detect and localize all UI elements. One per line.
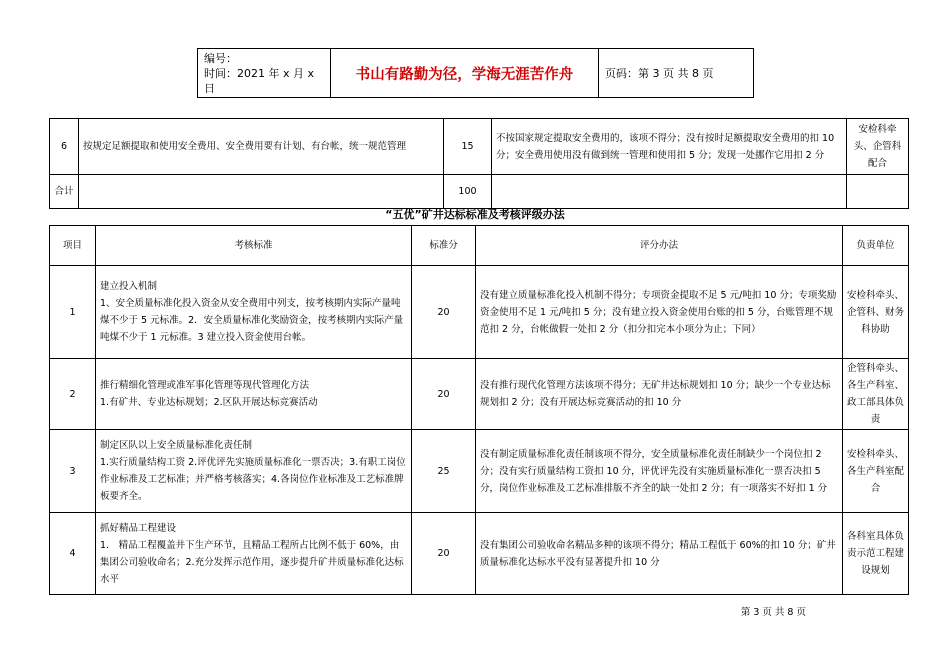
row-score: 20: [412, 359, 476, 430]
standard-detail: 1、安全质量标准化投入资金从安全费用中列支，按考核期内实际产量吨煤不少于 5 元标准。2．安全质量标准化奖励资金，按考核期内实际产量吨煤不少于 1 元标准。3 建立投入资金使用台帐。: [100, 298, 404, 343]
row-unit: 安检科牵头、企管科、财务科协助: [843, 266, 909, 359]
table-row: [50, 119, 909, 175]
total-row: [50, 175, 909, 209]
row-standard: [96, 430, 412, 513]
row-method: 没有制定质量标准化责任制该项不得分，安全质量标准化责任制缺少一个岗位扣 2 分；没有实行质量结构工资扣 10 分，评优评先没有实施质量标准化一票否决扣 5 分，岗位作业标准及工艺标准排版不齐全的缺一处扣 2 分；有一项落实不好扣 1 分: [476, 430, 843, 513]
row-number: 3: [50, 430, 96, 513]
header-score: 标准分: [412, 226, 476, 266]
row-score: 20: [412, 513, 476, 595]
row-number: 6: [50, 119, 79, 175]
row-number: 4: [50, 513, 96, 595]
row-unit: 各科室具体负责示范工程建设规划: [843, 513, 909, 595]
total-empty: [492, 175, 847, 209]
row-standard: [96, 359, 412, 430]
total-score: 100: [444, 175, 492, 209]
document-header: [197, 48, 754, 98]
header-standard: 考核标准: [96, 226, 412, 266]
row-score: 15: [444, 119, 492, 175]
row-unit: 安检科牵头、各生产科室配合: [843, 430, 909, 513]
time-label: 时间：2021 年 x 月 x 日: [204, 66, 314, 95]
header-item: 项目: [50, 226, 96, 266]
row-unit: 企管科牵头、各生产科室、政工部具体负责: [843, 359, 909, 430]
standard-detail: 1.有矿井、专业达标规划；2.区队开展达标竞赛活动: [100, 397, 318, 408]
row-standard: [96, 266, 412, 359]
table-row: [50, 266, 909, 359]
header-unit: 负责单位: [843, 226, 909, 266]
table-header-row: [50, 226, 909, 266]
row-number: 2: [50, 359, 96, 430]
number-label: 编号：: [204, 51, 237, 65]
row-score: 20: [412, 266, 476, 359]
page-label: 页码：第 3 页 共 8 页: [599, 49, 754, 98]
standard-heading: 建立投入机制: [100, 281, 158, 292]
table-row: [50, 430, 909, 513]
standards-table: [49, 225, 909, 595]
header-meta: [198, 49, 331, 98]
page-footer: 第 3 页 共 8 页: [740, 607, 806, 618]
standard-heading: 制定区队以上安全质量标准化责任制: [100, 440, 253, 451]
total-label: 合计: [50, 175, 79, 209]
previous-table: [49, 118, 909, 209]
row-method: 没有建立质量标准化投入机制不得分；专项资金提取不足 5 元/吨扣 10 分；专项奖励资金使用不足 1 元/吨扣 5 分；没有建立投入资金使用台账的扣 5 分，台账管理不规范扣 2 分，台帐做假一处扣 2 分（扣分扣完本小项分为止；下同）: [476, 266, 843, 359]
row-standard: [96, 513, 412, 595]
row-method: 没有集团公司验收命名精品多种的该项不得分；精品工程低于 60%的扣 10 分；矿井质量标准化达标水平没有显著提升扣 10 分: [476, 513, 843, 595]
total-empty: [847, 175, 909, 209]
row-unit: 安检科牵头、企管科配合: [847, 119, 909, 175]
standard-detail: 1. 精品工程覆盖井下生产环节，且精品工程所占比例不低于 60%，由集团公司验收命名；2.充分发挥示范作用，逐步提升矿井质量标准化达标水平: [100, 539, 404, 585]
header-motto: 书山有路勤为径，学海无涯苦作舟: [331, 49, 599, 98]
row-method: 没有推行现代化管理方法该项不得分；无矿井达标规划扣 10 分；缺少一个专业达标规划扣 2 分；没有开展达标竞赛活动的扣 10 分: [476, 359, 843, 430]
row-number: 1: [50, 266, 96, 359]
row-standard: 按规定足额提取和使用安全费用、安全费用要有计划、有台帐，统一规范管理: [79, 119, 444, 175]
table-row: [50, 513, 909, 595]
header-method: 评分办法: [476, 226, 843, 266]
total-empty: [79, 175, 444, 209]
row-method: 不按国家规定提取安全费用的，该项不得分；没有按时足额提取安全费用的扣 10 分；安全费用使用没有做到统一管理和使用扣 5 分；发现一处挪作它用扣 2 分: [492, 119, 847, 175]
standard-heading: 抓好精品工程建设: [100, 522, 177, 534]
standard-heading: 推行精细化管理或准军事化管理等现代管理化方法: [100, 380, 310, 391]
table-row: [50, 359, 909, 430]
section-title: “五优”矿井达标标准及考核评级办法: [385, 208, 565, 221]
row-score: 25: [412, 430, 476, 513]
standard-detail: 1.实行质量结构工资 2.评优评先实施质量标准化一票否决；3.有职工岗位作业标准及工艺标准；并严格考核落实；4.各岗位作业标准及工艺标准牌板要齐全。: [100, 457, 406, 502]
